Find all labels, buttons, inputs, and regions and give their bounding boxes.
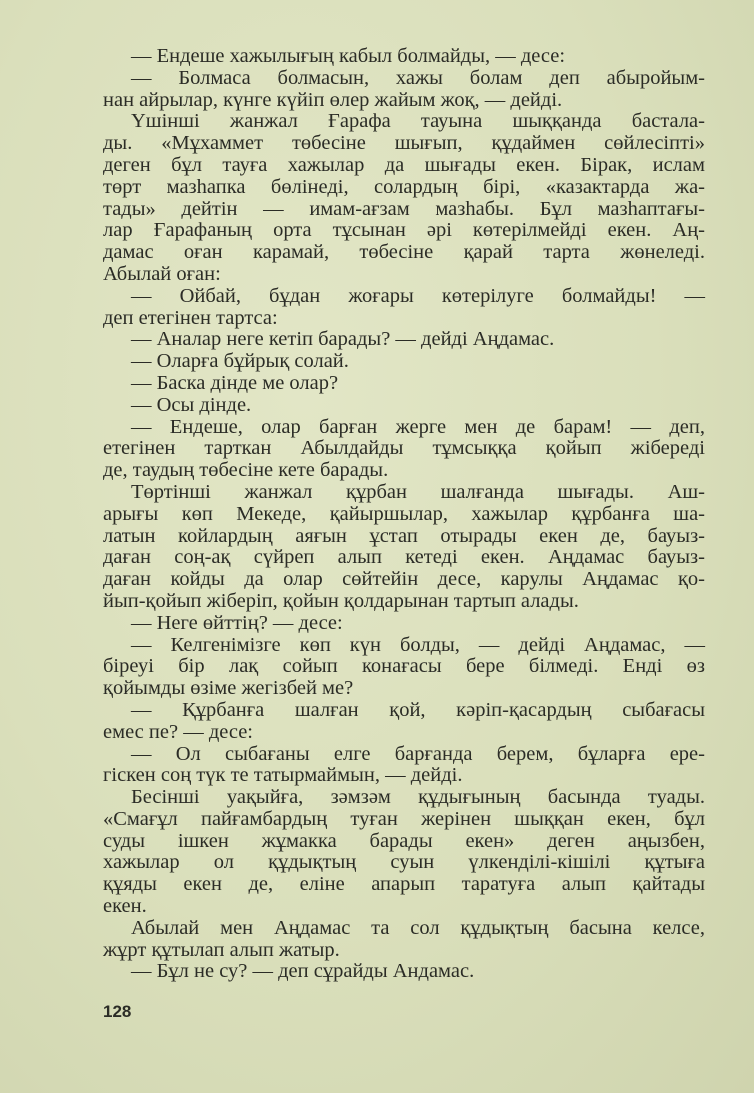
paragraph (103, 961, 705, 983)
text-line: тады» дейтін — имам-ағзам мазһабы. Бұл мазһаптағы- (103, 197, 705, 220)
text-line: — Аналар неге кетіп барады? — дейді Аңдамас. (131, 328, 555, 351)
text-line: — Оларға бұйрық солай. (131, 350, 349, 373)
paragraph (103, 787, 705, 918)
text-line: — Неге өйттің? — десе: (131, 611, 343, 634)
text-line: құяды екен де, еліне апарып таратуға алып қайтады (103, 873, 705, 896)
text-line: лар Ғарафаның орта тұсынан әрі көтерілмейді екен. Аң- (103, 219, 705, 242)
text-line: — Ендеше, олар барған жерге мен де барам! — деп, (131, 415, 705, 438)
text-line: — Ол сыбағаны елге барғанда берем, бұларға ере- (131, 742, 705, 765)
paragraph (103, 286, 705, 330)
text-line: — Баска дінде ме олар? (131, 371, 339, 394)
text-line: екен. (103, 895, 147, 918)
text-line: — Құрбанға шалған қой, кәріп-қасардың сыбағасы (131, 698, 705, 721)
paragraph (103, 329, 705, 351)
text-line: ды. «Мұхаммет төбесіне шығып, құдаймен сөйлесіпті» (103, 132, 705, 155)
text-line: деген бұл тауға хажылар да шығады екен. Бірак, ислам (103, 153, 705, 176)
text-line: Үшінші жанжал Ғарафа тауына шыққанда бастала- (131, 110, 705, 133)
text-line: етегінен тарткан Абылдайды тұмсыққа қойып жібереді (103, 437, 705, 460)
paragraph (103, 46, 705, 68)
text-line: қойымды өзіме жегізбей ме? (103, 677, 354, 700)
text-line: суды ішкен жұмакка барады екен» деген аңызбен, (103, 829, 705, 852)
text-line: Бесінші уақыйға, зәмзәм құдығының басында туады. (131, 786, 705, 809)
text-line: Абылай мен Аңдамас та сол құдықтың басына келсе, (131, 916, 705, 939)
text-line: дамас оған карамай, төбесіне қарай тарта жөнеледі. (103, 241, 705, 264)
text-line: емес пе? — десе: (103, 720, 254, 743)
text-line: хажылар ол құдықтың суын үлкенділі-кішілі құтыға (103, 851, 705, 874)
paragraph (103, 918, 705, 962)
text-line: деп етегінен тартса: (103, 306, 278, 329)
paragraph (103, 68, 705, 112)
text-line: — Болмаса болмасын, хажы болам деп абыройым- (131, 66, 705, 89)
text-line: — Бұл не су? — деп сұрайды Андамас. (131, 960, 475, 983)
text-line: латын койлардың аяғын ұстап отырады екен де, бауыз- (103, 524, 705, 547)
paragraph (103, 111, 705, 285)
paragraph (103, 700, 705, 744)
text-line: — Ендеше хажылығың кабыл болмайды, — десе: (131, 45, 566, 67)
text-line: йып-қойып жіберіп, қойын қолдарынан тартып алады. (103, 589, 579, 612)
text-line: Абылай оған: (103, 262, 221, 285)
text-line: — Ойбай, бұдан жоғары көтерілуге болмайды! — (131, 284, 705, 307)
text-line: — Келгенімізге көп күн болды, — дейді Аңдамас, — (131, 633, 705, 656)
text-line: біреуі бір лақ сойып конағасы бере білмеді. Енді өз (103, 655, 705, 678)
paragraph (103, 395, 705, 417)
text-line: «Смағұл пайғамбардың туған жерінен шыққан екен, бұл (103, 807, 705, 830)
text-line: даған койды да олар сөйтейін десе, карулы Аңдамас қо- (103, 568, 705, 591)
paragraph (103, 744, 705, 788)
paragraph (103, 373, 705, 395)
text-line: жұрт құтылап алып жатыр. (103, 938, 340, 961)
text-line: гіскен соң түк те татырмаймын, — дейді. (103, 764, 463, 787)
paragraph (103, 351, 705, 373)
text-line: — Осы дінде. (131, 393, 252, 416)
text-line: де, таудың төбесіне кете барады. (103, 459, 389, 482)
text-line: нан айрылар, күнге күйіп өлер жайым жоқ, — дейді. (103, 88, 563, 111)
paragraph (103, 417, 705, 482)
paragraph (103, 613, 705, 635)
body-text (103, 46, 705, 983)
paragraph (103, 482, 705, 613)
text-line: даған соң-ақ сүйреп алып кетеді екен. Аңдамас бауыз- (103, 546, 705, 569)
text-line: төрт мазһапка бөлінеді, солардың бірі, «казактарда жа- (103, 175, 705, 198)
paragraph (103, 635, 705, 700)
page-number: 128 (103, 1002, 132, 1021)
text-line: Төртінші жанжал құрбан шалғанда шығады. Аш- (131, 480, 705, 503)
text-line: арығы көп Мекеде, қайыршылар, хажылар құрбанға ша- (103, 502, 705, 525)
